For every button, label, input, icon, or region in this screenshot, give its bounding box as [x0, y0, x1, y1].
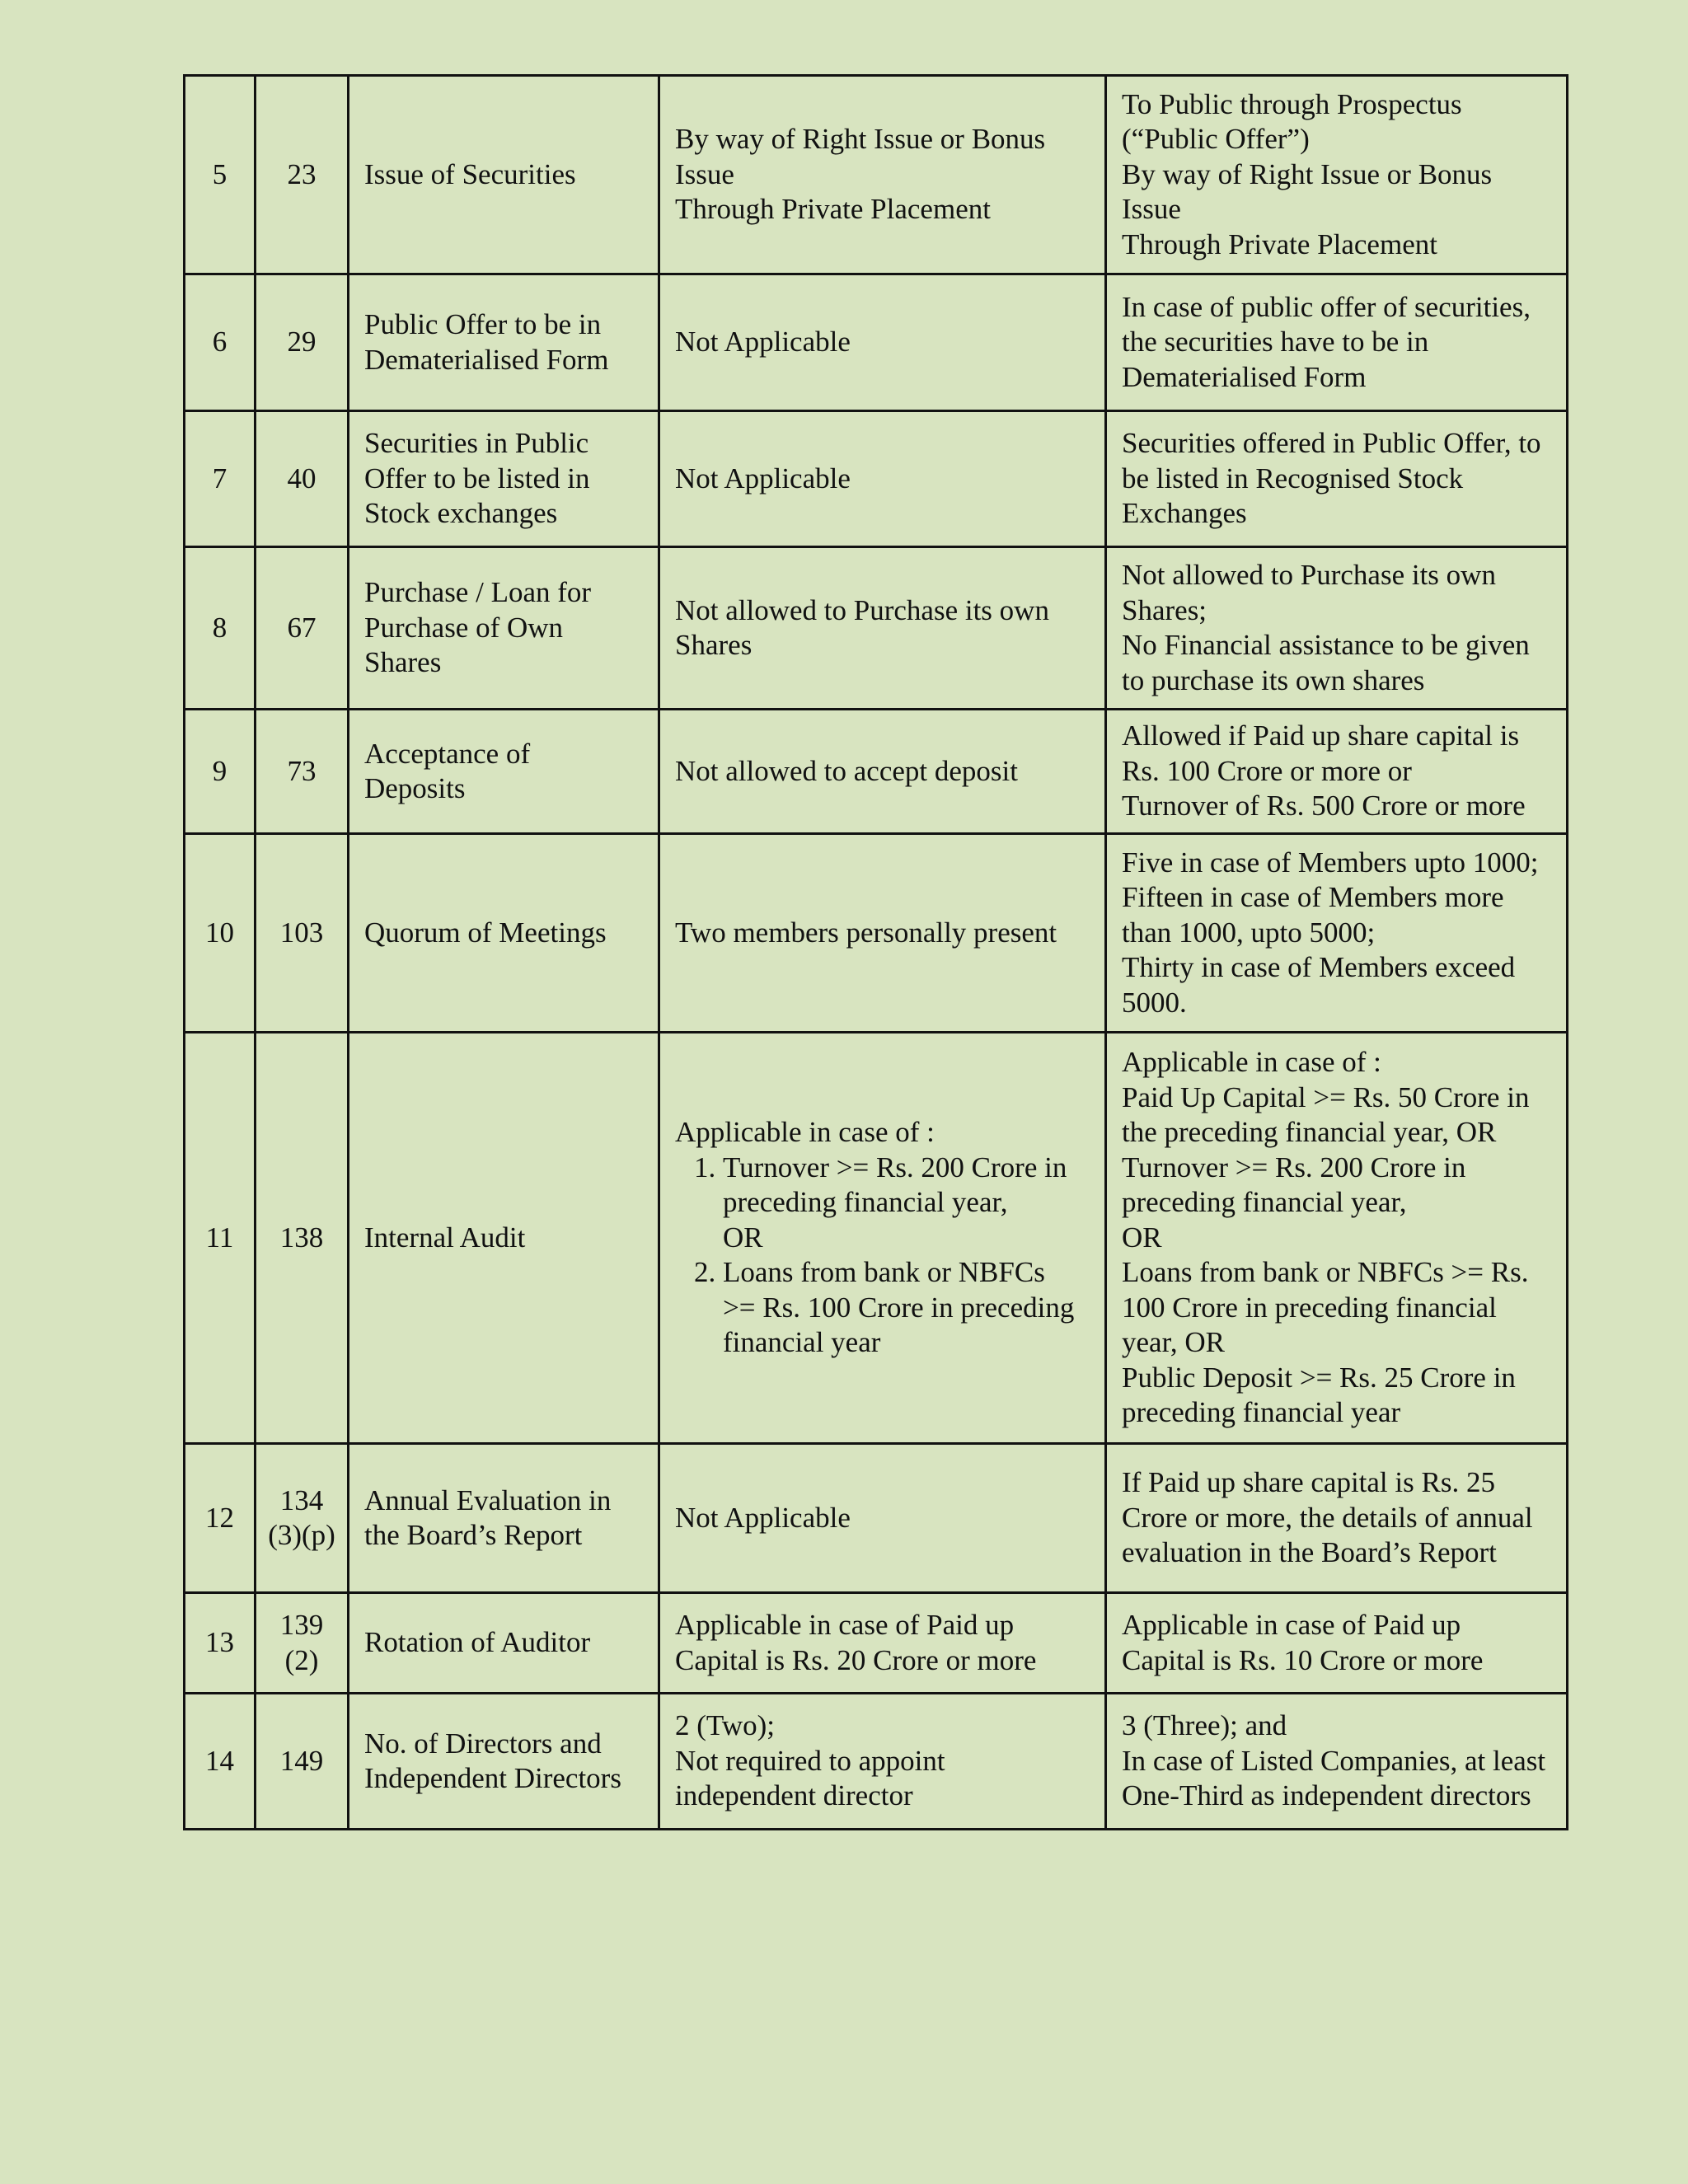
cell-text-line: 3 (Three); and — [1122, 1709, 1287, 1742]
public-company-cell — [1106, 547, 1568, 710]
cell-text-line: Loans from bank or NBFCs >= Rs. — [1122, 1256, 1529, 1289]
private-company-cell — [659, 274, 1106, 411]
cell-text-line: 73 — [287, 754, 316, 787]
cell-text-line: 29 — [287, 326, 316, 359]
cell-text-line: (3)(p) — [268, 1519, 335, 1551]
cell-text-line: preceding financial year, — [723, 1186, 1008, 1219]
section-cell — [256, 834, 349, 1033]
section-cell — [256, 1694, 349, 1830]
cell-text-line: Acceptance of — [364, 737, 531, 770]
subject-cell — [349, 411, 659, 547]
subject-cell — [349, 1033, 659, 1444]
table-row — [185, 76, 1568, 274]
cell-text-line: Two members personally present — [675, 916, 1057, 949]
cell-text-line: In case of public offer of securities, — [1122, 290, 1531, 323]
private-company-cell — [659, 76, 1106, 274]
cell-text-line: Not Applicable — [675, 1501, 851, 1534]
cell-text-line: be listed in Recognised Stock — [1122, 462, 1464, 494]
public-company-cell — [1106, 1033, 1568, 1444]
cell-text-line: financial year — [723, 1326, 881, 1359]
public-company-cell — [1106, 710, 1568, 834]
cell-text-line: Purchase of Own — [364, 611, 564, 644]
cell-text-line: independent director — [675, 1779, 913, 1812]
cell-text-line: 2. Loans from bank or NBFCs — [723, 1256, 1045, 1289]
cell-text-line: No Financial assistance to be given — [1122, 629, 1530, 661]
numbered-list — [675, 1151, 1101, 1361]
cell-text-line: Rotation of Auditor — [364, 1626, 591, 1659]
cell-text-line: Applicable in case of Paid up — [1122, 1609, 1461, 1641]
cell-text-line: Quorum of Meetings — [364, 916, 607, 949]
cell-text-line: One-Third as independent directors — [1122, 1779, 1531, 1812]
subject-cell — [349, 547, 659, 710]
private-company-cell — [659, 1694, 1106, 1830]
cell-text-line: Dematerialised Form — [364, 343, 609, 376]
section-cell — [256, 274, 349, 411]
cell-text-line: Not Applicable — [675, 326, 851, 359]
table-row — [185, 710, 1568, 834]
private-company-cell — [659, 710, 1106, 834]
cell-text-line: Crore or more, the details of annual — [1122, 1501, 1533, 1534]
cell-text-line: Dematerialised Form — [1122, 360, 1367, 393]
cell-text-line: Public Deposit >= Rs. 25 Crore in — [1122, 1361, 1516, 1394]
list-item — [723, 1151, 1101, 1256]
subject-cell — [349, 274, 659, 411]
cell-text-line: than 1000, upto 5000; — [1122, 916, 1376, 949]
serial-number-cell: 11 — [185, 1033, 256, 1444]
cell-text-line: OR — [723, 1221, 763, 1254]
cell-text-line: Thirty in case of Members exceed — [1122, 951, 1516, 984]
cell-text-line: (2) — [284, 1643, 319, 1676]
cell-text-line: 1. Turnover >= Rs. 200 Crore in — [723, 1151, 1067, 1183]
cell-text-line: Independent Directors — [364, 1762, 621, 1794]
cell-text-line: >= Rs. 100 Crore in preceding — [723, 1291, 1075, 1324]
cell-text-line: Turnover >= Rs. 200 Crore in — [1122, 1151, 1466, 1183]
cell-text-line: Shares; — [1122, 593, 1207, 626]
section-cell — [256, 1593, 349, 1694]
public-company-cell — [1106, 411, 1568, 547]
cell-text-line: Not allowed to accept deposit — [675, 754, 1018, 787]
cell-text-line: Five in case of Members upto 1000; — [1122, 846, 1539, 879]
serial-number-cell: 7 — [185, 411, 256, 547]
cell-text-line: 2 (Two); — [675, 1709, 775, 1742]
cell-text-line: Applicable in case of : — [1122, 1046, 1381, 1079]
cell-text-line: Not allowed to Purchase its own — [1122, 559, 1496, 591]
subject-cell — [349, 1694, 659, 1830]
cell-text-line: Through Private Placement — [675, 193, 991, 226]
serial-number-cell: 9 — [185, 710, 256, 834]
cell-text-line: 23 — [287, 157, 316, 190]
table-body — [185, 76, 1568, 1830]
subject-cell — [349, 710, 659, 834]
cell-text-line: Exchanges — [1122, 497, 1247, 530]
cell-text-line: 5000. — [1122, 986, 1187, 1019]
section-cell — [256, 76, 349, 274]
serial-number-cell: 13 — [185, 1593, 256, 1694]
cell-text-line: to purchase its own shares — [1122, 663, 1425, 696]
public-company-cell — [1106, 1444, 1568, 1593]
cell-text-line: 134 — [279, 1483, 324, 1516]
cell-text-line: By way of Right Issue or Bonus — [675, 123, 1046, 156]
cell-text-line: Paid Up Capital >= Rs. 50 Crore in — [1122, 1080, 1530, 1113]
cell-text-line: preceding financial year — [1122, 1396, 1401, 1429]
cell-text-line: Issue — [1122, 193, 1181, 226]
cell-text-line: Stock exchanges — [364, 497, 558, 530]
section-cell — [256, 411, 349, 547]
cell-text-line: If Paid up share capital is Rs. 25 — [1122, 1466, 1495, 1499]
cell-text-line: To Public through Prospectus — [1122, 87, 1462, 120]
cell-text-line: 138 — [279, 1221, 324, 1254]
cell-text-line: Capital is Rs. 10 Crore or more — [1122, 1643, 1484, 1676]
cell-text-line: Issue of Securities — [364, 157, 576, 190]
cell-text-line: Not allowed to Purchase its own — [675, 593, 1049, 626]
cell-text-line: Not Applicable — [675, 462, 851, 494]
table-row — [185, 274, 1568, 411]
public-company-cell — [1106, 834, 1568, 1033]
cell-text-line: 103 — [279, 916, 324, 949]
section-cell — [256, 547, 349, 710]
table-row — [185, 1033, 1568, 1444]
comparison-table — [183, 74, 1568, 1830]
serial-number-cell: 5 — [185, 76, 256, 274]
cell-text-line: By way of Right Issue or Bonus — [1122, 157, 1493, 190]
table-row — [185, 411, 1568, 547]
cell-text-line: Internal Audit — [364, 1221, 526, 1254]
cell-text-line: Not required to appoint — [675, 1744, 945, 1777]
cell-text-line: No. of Directors and — [364, 1727, 602, 1760]
cell-text-line: 67 — [287, 611, 316, 644]
cell-text-line: 139 — [279, 1609, 324, 1641]
cell-text-line: 149 — [279, 1744, 324, 1777]
cell-text-line: the preceding financial year, OR — [1122, 1116, 1497, 1149]
cell-text-line: Deposits — [364, 772, 466, 804]
serial-number-cell: 8 — [185, 547, 256, 710]
table-row — [185, 1694, 1568, 1830]
subject-cell — [349, 1593, 659, 1694]
cell-text-line: Applicable in case of : — [675, 1116, 935, 1149]
private-company-cell — [659, 834, 1106, 1033]
subject-cell — [349, 1444, 659, 1593]
private-company-cell — [659, 1444, 1106, 1593]
public-company-cell — [1106, 274, 1568, 411]
serial-number-cell: 6 — [185, 274, 256, 411]
cell-text-line: preceding financial year, — [1122, 1186, 1407, 1219]
serial-number-cell: 10 — [185, 834, 256, 1033]
cell-text-line: Allowed if Paid up share capital is — [1122, 719, 1520, 752]
private-company-cell — [659, 1033, 1106, 1444]
private-company-cell — [659, 547, 1106, 710]
cell-text-line: Through Private Placement — [1122, 227, 1437, 260]
cell-text-line: evaluation in the Board’s Report — [1122, 1536, 1497, 1569]
private-company-cell — [659, 411, 1106, 547]
serial-number-cell: 14 — [185, 1694, 256, 1830]
cell-text-line: Shares — [675, 629, 753, 661]
subject-cell — [349, 76, 659, 274]
cell-text-line: (“Public Offer”) — [1122, 123, 1310, 156]
cell-text-line: Rs. 100 Crore or more or — [1122, 754, 1412, 787]
section-cell — [256, 1444, 349, 1593]
cell-text-line: the Board’s Report — [364, 1519, 583, 1551]
cell-text-line: OR — [1122, 1221, 1162, 1254]
cell-text-line: Turnover of Rs. 500 Crore or more — [1122, 790, 1526, 823]
cell-text-line: 100 Crore in preceding financial — [1122, 1291, 1497, 1324]
table-row — [185, 1444, 1568, 1593]
cell-text-line: year, OR — [1122, 1326, 1225, 1359]
list-item — [723, 1255, 1101, 1361]
cell-text-line: Shares — [364, 646, 442, 679]
section-cell — [256, 710, 349, 834]
cell-text-line: 40 — [287, 462, 316, 494]
subject-cell — [349, 834, 659, 1033]
private-company-cell — [659, 1593, 1106, 1694]
public-company-cell — [1106, 1593, 1568, 1694]
cell-text-line: Purchase / Loan for — [364, 576, 592, 609]
table-row — [185, 547, 1568, 710]
section-cell — [256, 1033, 349, 1444]
cell-text-line: Issue — [675, 157, 734, 190]
cell-text-line: the securities have to be in — [1122, 326, 1429, 359]
cell-text-line: Securities in Public — [364, 427, 589, 460]
cell-text-line: In case of Listed Companies, at least — [1122, 1744, 1546, 1777]
serial-number-cell: 12 — [185, 1444, 256, 1593]
table-row — [185, 1593, 1568, 1694]
table-row — [185, 834, 1568, 1033]
public-company-cell — [1106, 1694, 1568, 1830]
cell-text-line: Public Offer to be in — [364, 308, 602, 340]
cell-text-line: Annual Evaluation in — [364, 1483, 612, 1516]
cell-text-line: Applicable in case of Paid up — [675, 1609, 1015, 1641]
public-company-cell — [1106, 76, 1568, 274]
cell-text-line: Fifteen in case of Members more — [1122, 881, 1504, 914]
cell-text-line: Capital is Rs. 20 Crore or more — [675, 1643, 1037, 1676]
cell-text-line: Offer to be listed in — [364, 462, 590, 494]
cell-text-line: Securities offered in Public Offer, to — [1122, 427, 1541, 460]
